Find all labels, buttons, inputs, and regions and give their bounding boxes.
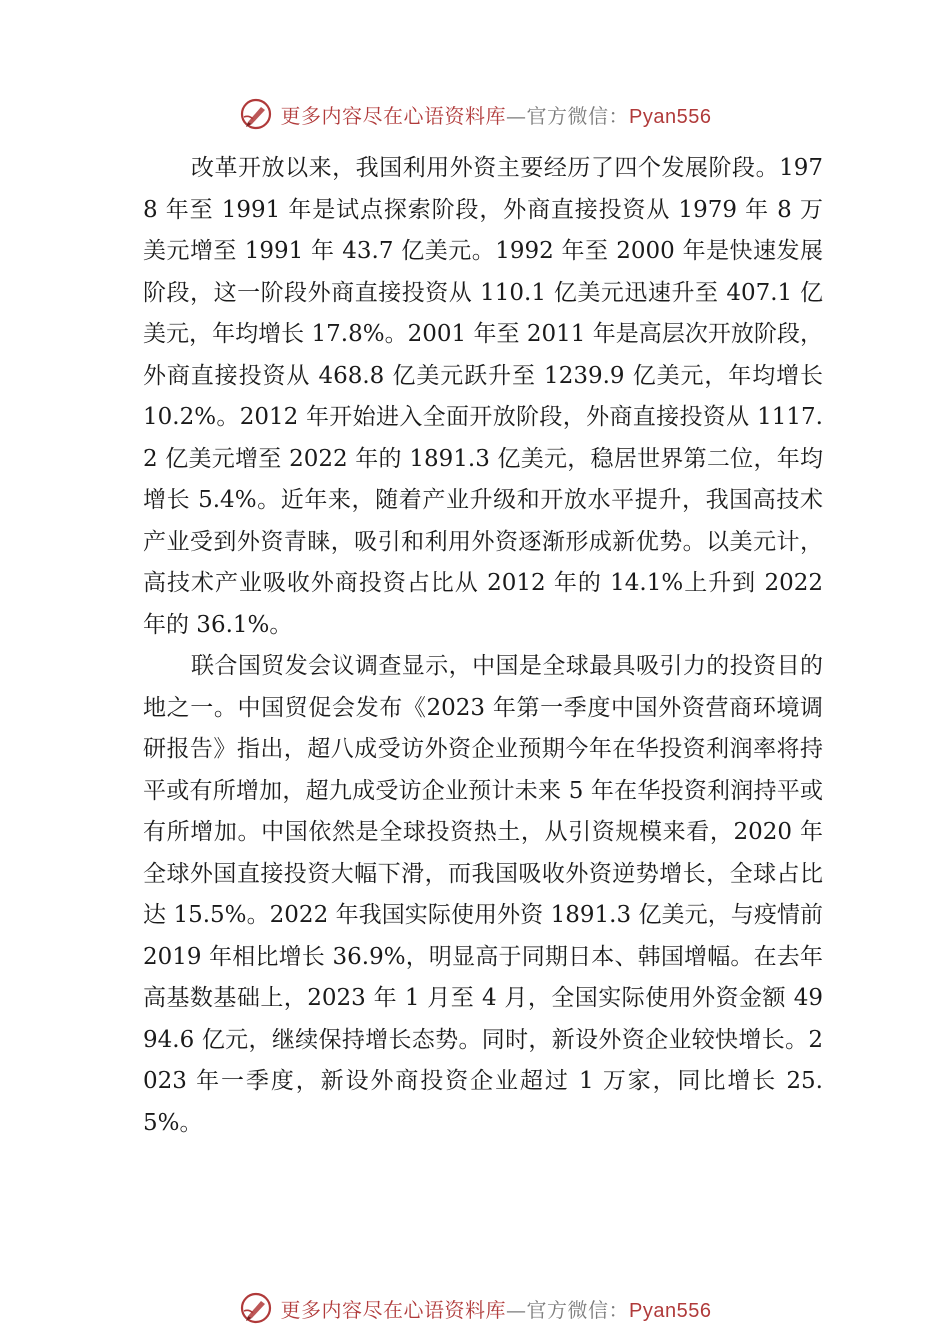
wechat-label: 官方微信： bbox=[526, 1297, 630, 1322]
pen-logo-icon bbox=[239, 97, 273, 131]
wechat-id: Pyan556 bbox=[629, 105, 712, 128]
document-body bbox=[143, 148, 823, 1144]
banner-dash: — bbox=[506, 103, 527, 128]
header-banner-text bbox=[281, 100, 712, 129]
site-name: 更多内容尽在心语资料库 bbox=[280, 103, 507, 128]
pen-logo-icon bbox=[239, 1291, 273, 1325]
wechat-id: Pyan556 bbox=[629, 1299, 712, 1322]
banner-dash: — bbox=[506, 1297, 527, 1322]
footer-banner bbox=[0, 1288, 950, 1328]
paragraph-2: 联合国贸发会议调查显示，中国是全球最具吸引力的投资目的地之一。中国贸促会发布《2023 年第一季度中国外资营商环境调研报告》指出，超八成受访外资企业预期今年在华投资利润率将持平或有所增加，超九成受访企业预计未来 5 年在华投资利润持平或有所增加。中国依然是全球投资热土，从引资规模来看，2020 年全球外国直接投资大幅下滑，而我国吸收外资逆势增长，全球占比达 15.5%。2022 年我国实际使用外资 1891.3 亿美元，与疫情前 2019 年相比增长 36.9%，明显高于同期日本、韩国增幅。在去年高基数基础上，2023 年 1 月至 4 月，全国实际使用外资金额 4994.6 亿元，继续保持增长态势。同时，新设外资企业较快增长。2023 年一季度，新设外商投资企业超过 1 万家，同比增长 25.5%。 bbox=[143, 653, 823, 1136]
header-banner bbox=[0, 94, 950, 134]
site-name: 更多内容尽在心语资料库 bbox=[280, 1297, 507, 1322]
wechat-label: 官方微信： bbox=[526, 103, 630, 128]
paragraph-1: 改革开放以来，我国利用外资主要经历了四个发展阶段。1978 年至 1991 年是试点探索阶段，外商直接投资从 1979 年 8 万美元增至 1991 年 43.7 亿美元。1992 年至 2000 年是快速发展阶段，这一阶段外商直接投资从 110.1 亿美元迅速升至 407.1 亿美元，年均增长 17.8%。2001 年至 2011 年是高层次开放阶段，外商直接投资从 468.8 亿美元跃升至 1239.9 亿美元，年均增长 10.2%。2012 年开始进入全面开放阶段，外商直接投资从 1117.2 亿美元增至 2022 年的 1891.3 亿美元，稳居世界第二位，年均增长 5.4%。近年来，随着产业升级和开放水平提升，我国高技术产业受到外资青睐，吸引和利用外资逐渐形成新优势。以美元计，高技术产业吸收外商投资占比从 2012 年的 14.1%上升到 2022 年的 36.1%。 bbox=[143, 155, 823, 638]
footer-banner-text bbox=[281, 1294, 712, 1323]
